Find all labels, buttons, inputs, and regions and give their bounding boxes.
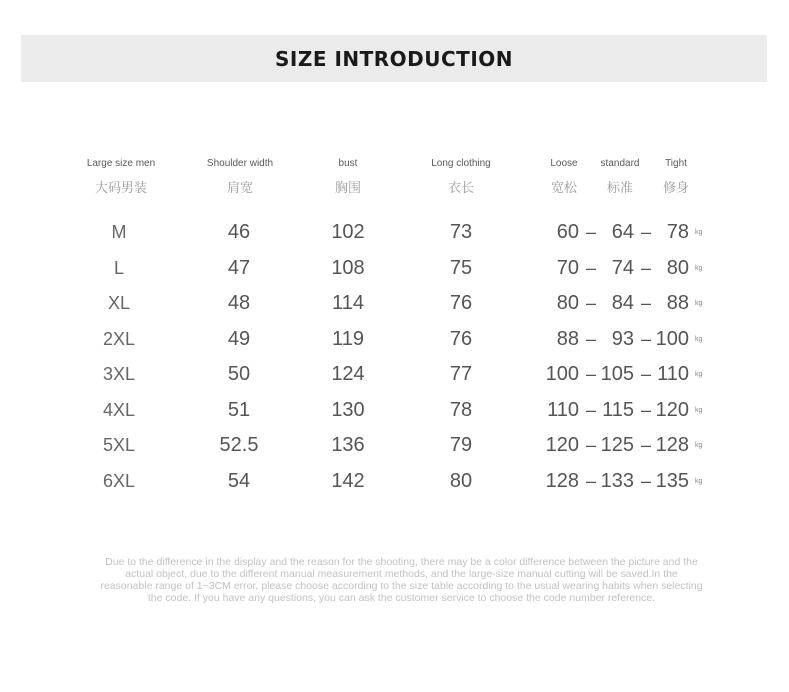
length-value: 79 — [449, 434, 473, 456]
header-long-clothing-en: Long clothing — [431, 158, 491, 169]
standard-weight: 105 — [600, 363, 634, 385]
length-value: 77 — [449, 363, 473, 385]
page-title: SIZE INTRODUCTION — [274, 46, 514, 71]
size-label: XL — [107, 293, 131, 313]
bust-value: 119 — [332, 328, 364, 350]
header-tight-en: Tight — [665, 158, 687, 169]
shoulder-value: 52.5 — [219, 434, 259, 456]
range-dash: – — [640, 435, 652, 455]
range-dash: – — [585, 364, 597, 384]
tight-weight: 78 — [666, 221, 689, 243]
range-dash: – — [585, 435, 597, 455]
length-value: 75 — [449, 257, 473, 279]
standard-weight: 115 — [602, 399, 634, 421]
length-value: 80 — [449, 470, 473, 492]
size-label: 6XL — [102, 471, 136, 491]
shoulder-value: 46 — [227, 221, 251, 243]
loose-weight: 60 — [556, 221, 579, 243]
range-dash: – — [585, 222, 597, 242]
shoulder-value: 51 — [227, 399, 251, 421]
loose-weight: 120 — [545, 434, 579, 456]
shoulder-value: 54 — [227, 470, 251, 492]
tight-weight: 120 — [655, 399, 689, 421]
table-row — [0, 359, 789, 389]
shoulder-value: 49 — [227, 328, 251, 350]
header-long-clothing-cn: 衣长 — [447, 180, 475, 195]
tight-weight: 100 — [655, 328, 689, 350]
loose-weight: 80 — [556, 292, 579, 314]
tight-weight: 80 — [666, 257, 689, 279]
tight-weight: 135 — [655, 470, 689, 492]
size-label: 4XL — [102, 400, 136, 420]
header-loose-cn: 宽松 — [550, 180, 578, 195]
standard-weight: 93 — [611, 328, 634, 350]
range-dash: – — [640, 293, 652, 313]
range-dash: – — [640, 364, 652, 384]
tight-weight: 128 — [655, 434, 689, 456]
bust-value: 136 — [331, 434, 365, 456]
header-size-cn: 大码男装 — [94, 180, 148, 195]
header-size-en: Large size men — [86, 158, 156, 169]
loose-weight: 128 — [545, 470, 579, 492]
header-shoulder-width-cn: 肩宽 — [226, 180, 254, 195]
table-row — [0, 466, 789, 496]
bust-value: 142 — [331, 470, 365, 492]
loose-weight: 70 — [556, 257, 579, 279]
unit-kg: kg — [695, 478, 703, 485]
size-label: 5XL — [102, 435, 136, 455]
bust-value: 114 — [332, 292, 364, 314]
header-tight-cn: 修身 — [662, 180, 690, 195]
range-dash: – — [585, 258, 597, 278]
size-label: L — [113, 258, 125, 278]
standard-weight: 74 — [611, 257, 634, 279]
unit-kg: kg — [695, 229, 703, 236]
tight-weight: 110 — [657, 363, 689, 385]
table-row — [0, 217, 789, 247]
header-bust-en: bust — [338, 158, 358, 169]
bust-value: 130 — [331, 399, 365, 421]
loose-weight: 110 — [547, 399, 579, 421]
size-label: M — [111, 222, 127, 242]
length-value: 73 — [449, 221, 473, 243]
length-value: 76 — [449, 328, 473, 350]
range-dash: – — [640, 400, 652, 420]
range-dash: – — [640, 329, 652, 349]
header-bust-cn: 胸围 — [334, 180, 362, 195]
header-standard-en: standard — [600, 158, 640, 169]
range-dash: – — [640, 258, 652, 278]
tight-weight: 88 — [666, 292, 689, 314]
standard-weight: 64 — [611, 221, 634, 243]
standard-weight: 125 — [600, 434, 634, 456]
range-dash: – — [585, 400, 597, 420]
shoulder-value: 48 — [227, 292, 251, 314]
bust-value: 108 — [331, 257, 365, 279]
shoulder-value: 50 — [227, 363, 251, 385]
header-standard-cn: 标准 — [606, 180, 634, 195]
title-banner — [21, 35, 767, 82]
range-dash: – — [585, 293, 597, 313]
shoulder-value: 47 — [227, 257, 251, 279]
header-shoulder-width-en: Shoulder width — [206, 158, 274, 169]
unit-kg: kg — [695, 300, 703, 307]
table-row — [0, 253, 789, 283]
bust-value: 124 — [331, 363, 365, 385]
loose-weight: 88 — [556, 328, 579, 350]
table-row — [0, 430, 789, 460]
header-loose-en: Loose — [550, 158, 578, 169]
disclaimer-note: Due to the difference in the display and the reason for the shooting, there may be a color difference between the picture and the actual object, due to the different manual measurement methods, and the large-size manual cutting will be saved.In the reasonable range of 1~3CM error, please choose according to the size table according to the usual wearing habits when selecting the code. If you have any questions, you can ask the customer service to choose the code number reference. — [100, 556, 703, 604]
loose-weight: 100 — [545, 363, 579, 385]
standard-weight: 84 — [611, 292, 634, 314]
size-label: 2XL — [102, 329, 136, 349]
table-row — [0, 324, 789, 354]
range-dash: – — [585, 471, 597, 491]
range-dash: – — [640, 471, 652, 491]
table-row — [0, 395, 789, 425]
length-value: 78 — [449, 399, 473, 421]
length-value: 76 — [449, 292, 473, 314]
unit-kg: kg — [695, 407, 703, 414]
unit-kg: kg — [695, 371, 703, 378]
range-dash: – — [585, 329, 597, 349]
table-row — [0, 288, 789, 318]
unit-kg: kg — [695, 265, 703, 272]
range-dash: – — [640, 222, 652, 242]
unit-kg: kg — [695, 336, 703, 343]
unit-kg: kg — [695, 442, 703, 449]
bust-value: 102 — [331, 221, 365, 243]
standard-weight: 133 — [600, 470, 634, 492]
size-label: 3XL — [102, 364, 136, 384]
